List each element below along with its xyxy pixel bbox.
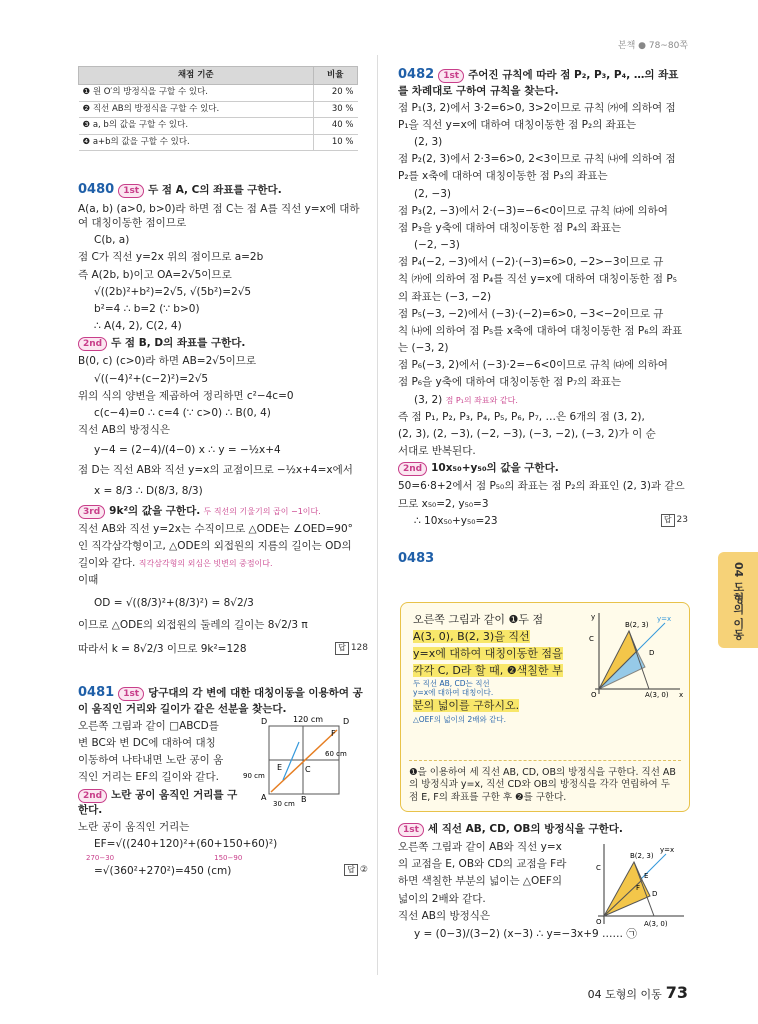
solution-line: 따라서 k = 8√2/3 이므로 9k²=128 <box>78 642 247 655</box>
table-row <box>79 118 358 134</box>
solution-line: P₁을 직선 y=x에 대하여 대칭이동한 점 P₂의 좌표는 <box>398 118 637 131</box>
solution-line: 칙 ㈎에 의하여 점 P₄를 직선 y=x에 대하여 대칭이동한 점 P₅ <box>398 273 677 286</box>
solution-line: 노란 공이 움직인 거리는 <box>78 820 190 833</box>
step-title: 주어진 규칙에 따라 점 P₂, P₃, P₄, …의 좌표를 차례대로 구하여 규칙을 찾는다. <box>398 69 679 97</box>
figure-label: O <box>591 691 597 699</box>
problem-note: △OEF의 넓이의 2배와 같다. <box>413 715 506 725</box>
solution-line: 점 P₂(2, 3)에서 2·3=6>0, 2<3이므로 규칙 ㈏에 의하여 점 <box>398 153 676 166</box>
right-column <box>398 66 688 571</box>
problem-text: 오른쪽 그림과 같이 ❶두 점 <box>413 613 544 626</box>
solution-line: 의 교점을 E, OB와 CD의 교점을 F라 <box>398 858 567 871</box>
solution-line: 이때 <box>78 574 99 587</box>
figure-label: B(2, 3) <box>625 621 649 629</box>
annotation: 두 직선의 기울기의 곱이 −1이다. <box>203 506 321 516</box>
figure-label: y=x <box>660 846 675 854</box>
solution-guide: ❶을 이용하여 세 직선 AB, CD, OB의 방정식을 구한다. 직선 AB의 방정식과 y=x, 직선 CD와 OB의 방정식을 각각 연립하여 두 점 E, F의 좌표를 구한 후 ❷를 구한다. <box>409 760 681 805</box>
solution-line: (2, 3), (2, −3), (−2, −3), (−3, −2), (−3, 2)가 이 순 <box>398 427 656 440</box>
figure-label: F <box>331 729 336 739</box>
figure-label: C <box>305 765 311 775</box>
table-row <box>79 101 358 117</box>
figure-label: D <box>343 717 350 727</box>
problem-figure <box>585 609 685 699</box>
problem-note: y=x에 대하여 대칭이다. <box>413 688 494 698</box>
figure-label: 120 cm <box>293 715 324 725</box>
answer <box>344 864 368 877</box>
solution-line: =√(360²+270²)=450 (cm) <box>94 864 232 877</box>
figure-label: y=x <box>657 615 672 623</box>
solution-line: A(a, b) (a>0, b>0)라 하면 점 C는 점 A를 직선 y=x에 대하여 대칭이동한 점이므로 <box>78 202 360 230</box>
solution-line: 즉 점 P₁, P₂, P₃, P₄, P₅, P₆, P₇, …은 6개의 점 (3, 2), <box>398 410 645 423</box>
solution-line: (2, 3) <box>414 136 443 149</box>
score-header-ratio: 비율 <box>313 67 358 85</box>
solution-line: 직선 AB와 직선 y=2x는 수직이므로 △ODE는 ∠OED=90° <box>78 522 353 535</box>
solution-line: 길이와 같다. <box>78 557 136 570</box>
problem-note: 두 직선 AB, CD는 직선 <box>413 679 490 689</box>
solution-line: 칙 ㈏에 의하여 점 P₅를 x축에 대하여 대칭이동한 점 P₆의 좌표 <box>398 324 683 337</box>
answer <box>335 642 368 655</box>
solution-line: OD = √((8/3)²+(8/3)²) = 8√2/3 <box>94 596 254 609</box>
figure-label: 90 cm <box>243 772 265 781</box>
figure-label: D <box>649 649 655 657</box>
solution-line: 직선 AB의 방정식은 <box>78 424 171 437</box>
figure-label: 60 cm <box>325 750 347 759</box>
billiard-figure <box>243 712 368 812</box>
step-title: 노란 공이 움직인 거리를 구한다. <box>78 788 238 816</box>
step-title: 당구대의 각 변에 대한 대칭이동을 이용하여 공이 움직인 거리와 길이가 같은 선분을 찾는다. <box>78 687 363 715</box>
figure-label: 30 cm <box>273 800 295 809</box>
problem-number: 0483 <box>398 550 435 566</box>
score-table <box>78 66 358 151</box>
solution-line: C(b, a) <box>94 234 130 247</box>
solution-line: (3, 2) <box>414 393 443 406</box>
problem-0483-solution <box>398 822 688 944</box>
solution-line: 변 BC와 변 DC에 대하여 대칭 <box>78 737 216 750</box>
solution-line: 점 P₅(−3, −2)에서 (−3)·(−2)=6>0, −3<−2이므로 규 <box>398 307 664 320</box>
figure-label: F <box>636 884 641 892</box>
problem-text: 분의 넓이를 구하시오. <box>413 699 520 713</box>
score-ratio: 20 % <box>313 85 358 101</box>
solution-line: B(0, c) (c>0)라 하면 AB=2√5이므로 <box>78 355 257 368</box>
score-header-criteria: 채점 기준 <box>79 67 314 85</box>
answer-value: 128 <box>350 642 368 653</box>
problem-0481 <box>78 684 368 878</box>
step-badge: 1st <box>118 687 144 701</box>
annotation: 직각삼각형의 외심은 빗변의 중점이다. <box>138 559 273 569</box>
problem-0483-box <box>400 602 690 812</box>
side-tab-label: 04 도형의 이동 <box>731 562 745 640</box>
footer-chapter: 04 도형의 이동 <box>587 988 662 1002</box>
solution-line: 이동하여 나타내면 노란 공이 움 <box>78 754 224 767</box>
chapter-side-tab[interactable] <box>718 552 758 648</box>
solution-line: 는 (−3, 2) <box>398 342 449 355</box>
problem-number: 0480 <box>78 182 115 198</box>
left-column <box>78 66 368 881</box>
solution-line: 이므로 △ODE의 외접원의 둘레의 길이는 8√2/3 π <box>78 618 308 631</box>
solution-line: 50=6·8+2에서 점 P₅₀의 좌표는 점 P₂의 좌표인 (2, 3)과 같으 <box>398 480 685 493</box>
solution-line: b²=4 ∴ b=2 (∵ b>0) <box>94 302 200 315</box>
figure-label: E <box>277 763 283 773</box>
solution-line: √((−4)²+(c−2)²)=2√5 <box>94 372 209 385</box>
score-criterion: ❶ 원 O′의 방정식을 구할 수 있다. <box>79 85 314 101</box>
step-badge: 1st <box>398 823 424 837</box>
solution-line: 직선 AB의 방정식은 <box>398 909 491 922</box>
solution-line: 점 P₃을 y축에 대하여 대칭이동한 점 P₄의 좌표는 <box>398 221 622 234</box>
step-badge: 2nd <box>78 789 107 803</box>
solution-line: 점 P₃(2, −3)에서 2·(−3)=−6<0이므로 규칙 ㈐에 의하여 <box>398 204 668 217</box>
score-criterion: ❷ 직선 AB의 방정식을 구할 수 있다. <box>79 101 314 117</box>
problem-number: 0482 <box>398 67 435 82</box>
figure-label: C <box>596 864 601 872</box>
solution-line: c(c−4)=0 ∴ c=4 (∵ c>0) ∴ B(0, 4) <box>94 406 271 419</box>
table-row <box>79 85 358 101</box>
solution-line: 점 P₄(−2, −3)에서 (−2)·(−3)=6>0, −2>−3이므로 규 <box>398 256 664 269</box>
solution-line: x = 8/3 ∴ D(8/3, 8/3) <box>94 484 203 497</box>
score-ratio: 30 % <box>313 101 358 117</box>
figure-label: E <box>644 872 649 880</box>
table-row <box>79 134 358 150</box>
solution-line: 점 D는 직선 AB와 직선 y=x의 교점이므로 −½x+4=x에서 <box>78 464 353 477</box>
annotation: 270−30 <box>86 854 115 863</box>
figure-label: C <box>589 635 594 643</box>
solution-line: 오른쪽 그림과 같이 □ABCD를 <box>78 719 219 732</box>
problem-0483 <box>398 550 688 568</box>
figure-label: B(2, 3) <box>630 852 654 860</box>
solution-line: 점 P₆(−3, 2)에서 (−3)·2=−6<0이므로 규칙 ㈐에 의하여 <box>398 359 668 372</box>
step-badge: 1st <box>118 184 144 198</box>
answer-icon: 답 <box>661 514 675 527</box>
figure-label: A <box>261 793 267 803</box>
solution-line: 므로 x₅₀=2, y₅₀=3 <box>398 497 489 510</box>
figure-label: D <box>652 890 658 898</box>
problem-number: 0481 <box>78 685 115 701</box>
answer-value: 23 <box>676 514 688 525</box>
answer-icon: 답 <box>344 864 358 877</box>
score-criterion: ❹ a+b의 값을 구할 수 있다. <box>79 134 314 150</box>
problem-0482 <box>398 66 688 528</box>
answer-value: ② <box>359 864 368 875</box>
solution-line: (−2, −3) <box>414 239 460 252</box>
step-title: 10x₅₀+y₅₀의 값을 구한다. <box>431 462 559 475</box>
figure-label: O <box>596 918 602 926</box>
solution-line: y = (0−3)/(3−2) (x−3) ∴ y=−3x+9 …… ㉠ <box>414 928 637 940</box>
annotation: 점 P₁의 좌표와 같다. <box>445 395 518 405</box>
page-header: 본책 ● 78~80쪽 <box>617 41 688 51</box>
figure-label: A(3, 0) <box>644 920 668 928</box>
answer-icon: 답 <box>335 642 349 655</box>
step-badge: 3rd <box>78 505 105 519</box>
problem-text: A(3, 0), B(2, 3)을 직선 <box>413 630 530 644</box>
figure-label: x <box>679 691 684 699</box>
solution-figure <box>594 840 686 928</box>
step-title: 9k²의 값을 구한다. <box>109 504 201 517</box>
solution-line: 점 P₁(3, 2)에서 3·2=6>0, 3>2이므로 규칙 ㈎에 의하여 점 <box>398 101 676 114</box>
step-title: 두 점 A, C의 좌표를 구한다. <box>148 184 282 197</box>
solution-line: ∴ 10x₅₀+y₅₀=23 <box>414 514 498 527</box>
solution-line: 점 P₆을 y축에 대하여 대칭이동한 점 P₇의 좌표는 <box>398 376 622 389</box>
solution-line: 인 직각삼각형이고, △ODE의 외접원의 지름의 길이는 OD의 <box>78 540 352 553</box>
page-footer <box>588 982 688 1004</box>
figure-label: B <box>301 795 307 805</box>
step-title: 두 점 B, D의 좌표를 구한다. <box>111 337 246 350</box>
solution-line: 넓이의 2배와 같다. <box>398 892 486 905</box>
solution-line: 즉 A(2b, b)이고 OA=2√5이므로 <box>78 268 232 281</box>
step-badge: 2nd <box>78 337 107 351</box>
solution-line: 하면 색칠한 부분의 넓이는 △OEF의 <box>398 875 563 888</box>
figure-label: y <box>591 613 596 621</box>
column-divider <box>377 55 378 975</box>
step-title: 세 직선 AB, CD, OB의 방정식을 구한다. <box>427 823 623 835</box>
problem-0480 <box>78 181 368 656</box>
figure-label: D <box>261 717 268 727</box>
solution-line: 위의 식의 양변을 제곱하여 정리하면 c²−4c=0 <box>78 389 294 402</box>
solution-line: 점 C가 직선 y=2x 위의 점이므로 a=2b <box>78 251 264 264</box>
annotation-row <box>78 854 368 863</box>
page-number: 73 <box>665 983 688 1003</box>
annotation: 150−90 <box>214 854 243 863</box>
solution-line: 의 좌표는 (−3, −2) <box>398 290 492 303</box>
problem-text: y=x에 대하여 대칭이동한 점을 <box>413 647 563 661</box>
solution-line: 직인 거리는 EF의 길이와 같다. <box>78 771 219 784</box>
solution-line: P₂를 x축에 대하여 대칭이동한 점 P₃의 좌표는 <box>398 170 608 183</box>
step-badge: 1st <box>438 69 464 83</box>
score-criterion: ❸ a, b의 값을 구할 수 있다. <box>79 118 314 134</box>
figure-label: A(3, 0) <box>645 691 669 699</box>
solution-line: 서대로 반복된다. <box>398 445 476 458</box>
step-badge: 2nd <box>398 462 427 476</box>
score-ratio: 10 % <box>313 134 358 150</box>
solution-line: EF=√((240+120)²+(60+150+60)²) <box>94 838 278 851</box>
solution-line: √((2b)²+b²)=2√5, √(5b²)=2√5 <box>94 285 252 298</box>
solution-line: 오른쪽 그림과 같이 AB와 직선 y=x <box>398 841 562 854</box>
answer <box>661 514 688 527</box>
solution-line: (2, −3) <box>414 187 452 200</box>
solution-line: ∴ A(4, 2), C(2, 4) <box>94 320 182 333</box>
score-ratio: 40 % <box>313 118 358 134</box>
solution-line: y−4 = (2−4)/(4−0) x ∴ y = −½x+4 <box>94 444 281 457</box>
problem-text: 각각 C, D라 할 때, ❷색칠한 부 <box>413 664 563 678</box>
